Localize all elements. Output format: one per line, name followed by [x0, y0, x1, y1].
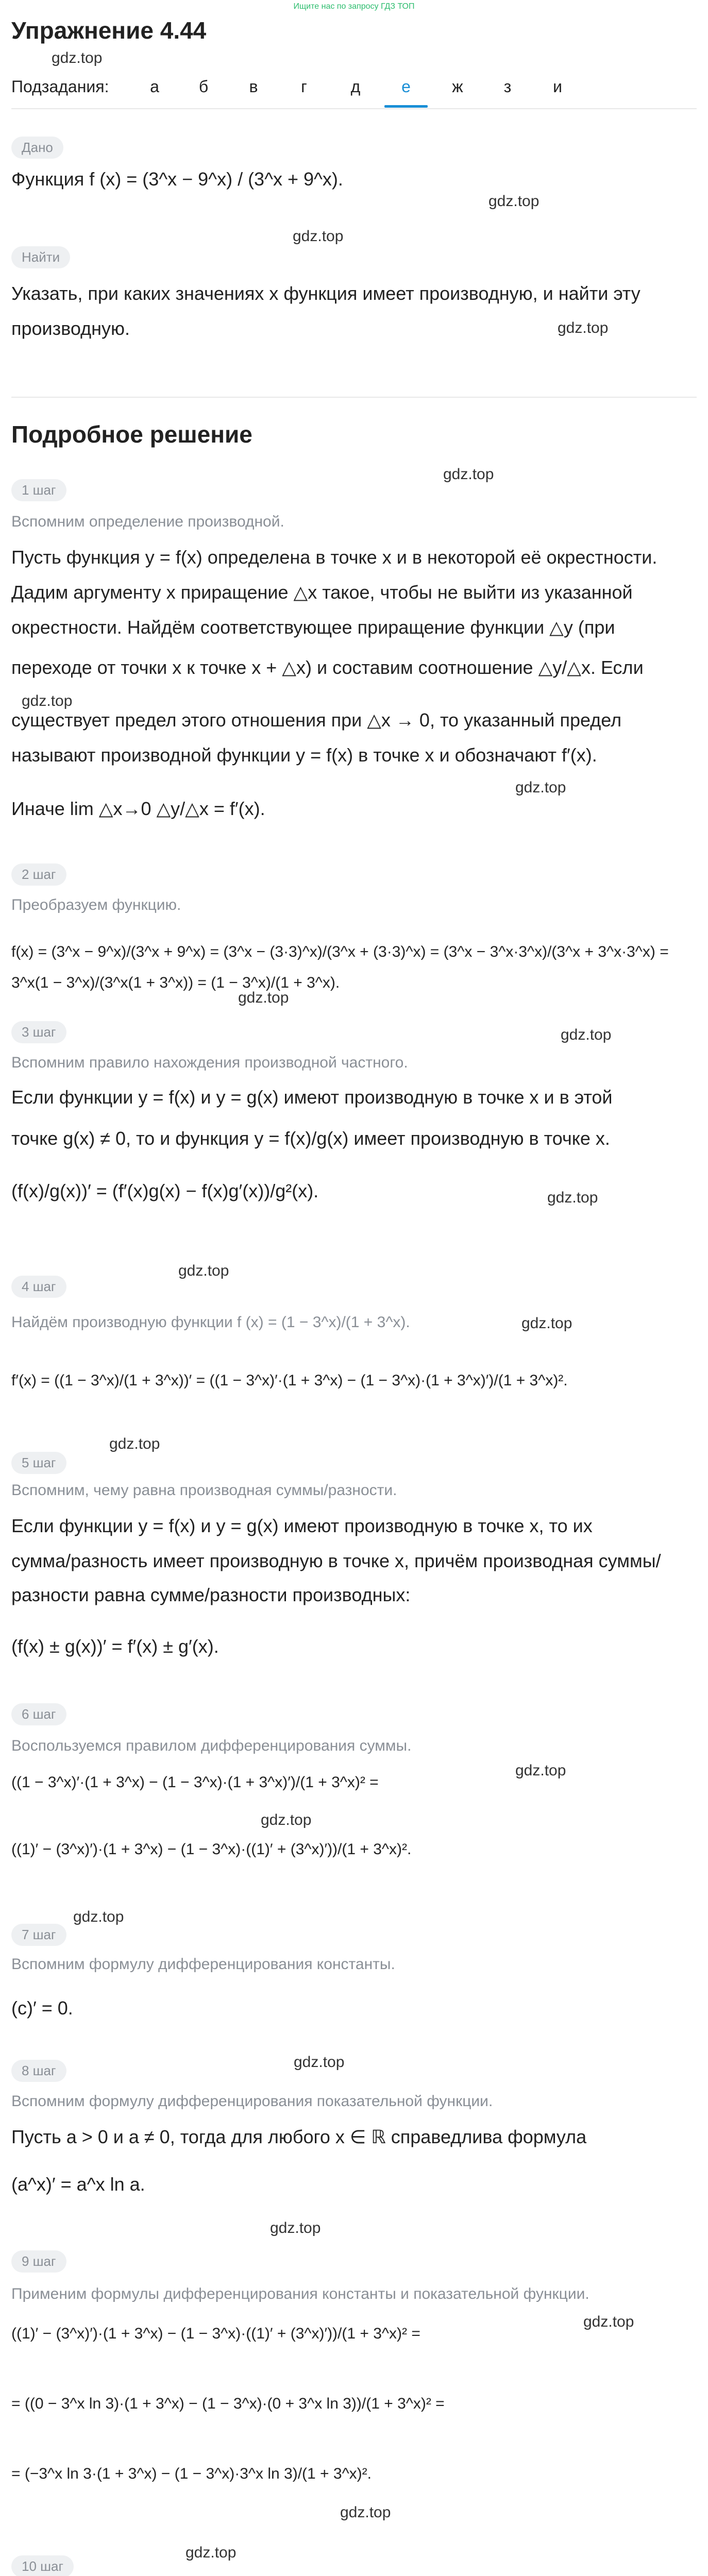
- step-1-line-2: Дадим аргументу x приращение △x такое, чтобы не выйти из указанной: [11, 582, 633, 603]
- subtasks-label: Подзадания:: [11, 77, 109, 96]
- subtask-a[interactable]: а: [150, 77, 159, 96]
- watermark: gdz.top: [238, 989, 289, 1006]
- step-5-label: 5 шаг: [11, 1452, 66, 1474]
- subtask-g[interactable]: г: [301, 77, 307, 96]
- step-8-label: 8 шаг: [11, 2060, 66, 2082]
- step-5-line-2: сумма/разность имеет производную в точке x, причём производная суммы/: [11, 1550, 661, 1571]
- step-1-line-6: называют производной функции y = f(x) в точке x и обозначают f′(x).: [11, 744, 597, 766]
- step-4-hint: Найдём производную функции f (x) = (1 − 3^x)/(1 + 3^x).: [11, 1314, 410, 1331]
- subtask-active-indicator: [384, 105, 428, 108]
- given-text: Функция f (x) = (3^x − 9^x) / (3^x + 9^x).: [11, 168, 343, 190]
- divider: [11, 108, 697, 109]
- find-text-line-1: Указать, при каких значениях x функция имеет производную, и найти эту: [11, 283, 640, 304]
- step-5-hint: Вспомним, чему равна производная суммы/разности.: [11, 1482, 397, 1499]
- step-6-line-2: ((1)′ − (3^x)′)·(1 + 3^x) − (1 − 3^x)·((1)′ + (3^x)′))/(1 + 3^x)².: [11, 1841, 412, 1858]
- subtask-b[interactable]: б: [198, 77, 209, 96]
- page-title: Упражнение 4.44: [11, 17, 207, 44]
- step-5-line-1: Если функции y = f(x) и y = g(x) имеют производную в точке x, то их: [11, 1515, 593, 1536]
- step-9-label: 9 шаг: [11, 2250, 66, 2273]
- step-3-line-1: Если функции y = f(x) и y = g(x) имеют производную в точке x и в этой: [11, 1087, 613, 1108]
- step-7-hint: Вспомним формулу дифференцирования константы.: [11, 1956, 395, 1973]
- step-6-hint: Воспользуемся правилом дифференцирования суммы.: [11, 1737, 412, 1754]
- watermark: gdz.top: [488, 193, 540, 210]
- watermark: gdz.top: [73, 1908, 124, 1925]
- divider: [11, 397, 697, 398]
- step-6-label: 6 шаг: [11, 1703, 66, 1725]
- watermark: gdz.top: [109, 1435, 160, 1452]
- watermark: gdz.top: [547, 1189, 598, 1206]
- watermark: gdz.top: [583, 2313, 634, 2330]
- watermark: gdz.top: [443, 466, 494, 483]
- step-1-line-1: Пусть функция y = f(x) определена в точке x и в некоторой её окрестности.: [11, 547, 658, 568]
- step-9-line-2: = ((0 − 3^x ln 3)·(1 + 3^x) − (1 − 3^x)·(0 + 3^x ln 3))/(1 + 3^x)² =: [11, 2395, 445, 2412]
- step-9-line-1: ((1)′ − (3^x)′)·(1 + 3^x) − (1 − 3^x)·((1)′ + (3^x)′))/(1 + 3^x)² =: [11, 2325, 420, 2342]
- step-6-line-1: ((1 − 3^x)′·(1 + 3^x) − (1 − 3^x)·(1 + 3^x)′)/(1 + 3^x)² =: [11, 1774, 379, 1791]
- step-3-hint: Вспомним правило нахождения производной частного.: [11, 1054, 408, 1071]
- step-8-line-1: Пусть a > 0 и a ≠ 0, тогда для любого x ∈ ℝ справедлива формула: [11, 2126, 587, 2147]
- solution-title: Подробное решение: [11, 421, 252, 448]
- step-3-label: 3 шаг: [11, 1021, 66, 1043]
- subtask-e-active[interactable]: е: [401, 77, 411, 96]
- step-1-line-5: существует предел этого отношения при △x → 0, то указанный предел: [11, 709, 622, 731]
- subtask-v[interactable]: в: [249, 77, 258, 96]
- subtask-d[interactable]: д: [350, 77, 361, 96]
- watermark: gdz.top: [22, 692, 73, 709]
- step-7-label: 7 шаг: [11, 1924, 66, 1946]
- step-2-label: 2 шаг: [11, 863, 66, 886]
- step-1-hint: Вспомним определение производной.: [11, 513, 284, 530]
- step-10-label: 10 шаг: [11, 2555, 74, 2576]
- step-8-formula: (a^x)′ = a^x ln a.: [11, 2174, 145, 2195]
- given-label: Дано: [11, 137, 63, 159]
- step-9-line-3: = (−3^x ln 3·(1 + 3^x) − (1 − 3^x)·3^x ln 3)/(1 + 3^x)².: [11, 2465, 372, 2482]
- find-label: Найти: [11, 246, 70, 268]
- top-banner-link[interactable]: Ищите нас по запросу ГДЗ ТОП: [293, 2, 415, 11]
- step-1-line-3: окрестности. Найдём соответствующее приращение функции △y (при: [11, 617, 615, 638]
- watermark: gdz.top: [561, 1026, 612, 1043]
- watermark: gdz.top: [521, 1315, 572, 1332]
- step-2-formula: f(x) = (3^x − 9^x)/(3^x + 9^x) = (3^x − (3·3)^x)/(3^x + (3·3)^x) = (3^x − 3^x·3^x)/(3^x + 3^x·3^x) = 3^x(1 − 3^x)/(3^x(1 + 3^x)) = (1 − 3^x)/(1 + 3^x).: [11, 943, 669, 991]
- step-3-line-2: точке g(x) ≠ 0, то и функция y = f(x)/g(x) имеет производную в точке x.: [11, 1128, 610, 1149]
- watermark: gdz.top: [558, 319, 609, 336]
- step-5-formula: (f(x) ± g(x))′ = f′(x) ± g′(x).: [11, 1636, 219, 1657]
- watermark: gdz.top: [515, 1762, 566, 1779]
- step-3-formula: (f(x)/g(x))′ = (f′(x)g(x) − f(x)g′(x))/g²(x).: [11, 1180, 319, 1201]
- watermark: gdz.top: [270, 2219, 321, 2236]
- step-1-line-7: Иначе lim △x→0 △y/△x = f′(x).: [11, 798, 265, 819]
- watermark: gdz.top: [261, 1811, 312, 1828]
- step-1-line-4: переходе от точки x к точке x + △x) и составим соотношение △y/△x. Если: [11, 657, 644, 678]
- step-7-formula: (c)′ = 0.: [11, 1997, 73, 2019]
- subtask-z[interactable]: з: [503, 77, 512, 96]
- step-4-formula: f′(x) = ((1 − 3^x)/(1 + 3^x))′ = ((1 − 3^x)′·(1 + 3^x) − (1 − 3^x)·(1 + 3^x)′)/(1 + 3^x)².: [11, 1372, 568, 1389]
- watermark: gdz.top: [293, 228, 344, 245]
- watermark: gdz.top: [178, 1262, 229, 1279]
- subtask-zh[interactable]: ж: [452, 77, 463, 96]
- subtask-i[interactable]: и: [553, 77, 562, 96]
- watermark: gdz.top: [515, 779, 566, 796]
- watermark: gdz.top: [186, 2544, 237, 2561]
- step-4-label: 4 шаг: [11, 1276, 66, 1298]
- watermark: gdz.top: [52, 49, 103, 66]
- step-9-hint: Применим формулы дифференцирования константы и показательной функции.: [11, 2285, 589, 2302]
- step-5-line-3: разности равна сумме/разности производных:: [11, 1584, 411, 1605]
- step-1-label: 1 шаг: [11, 479, 66, 501]
- watermark: gdz.top: [294, 2054, 345, 2071]
- find-text-line-2: производную.: [11, 318, 130, 339]
- watermark: gdz.top: [340, 2504, 391, 2521]
- step-8-hint: Вспомним формулу дифференцирования показательной функции.: [11, 2093, 493, 2110]
- step-2-hint: Преобразуем функцию.: [11, 896, 181, 913]
